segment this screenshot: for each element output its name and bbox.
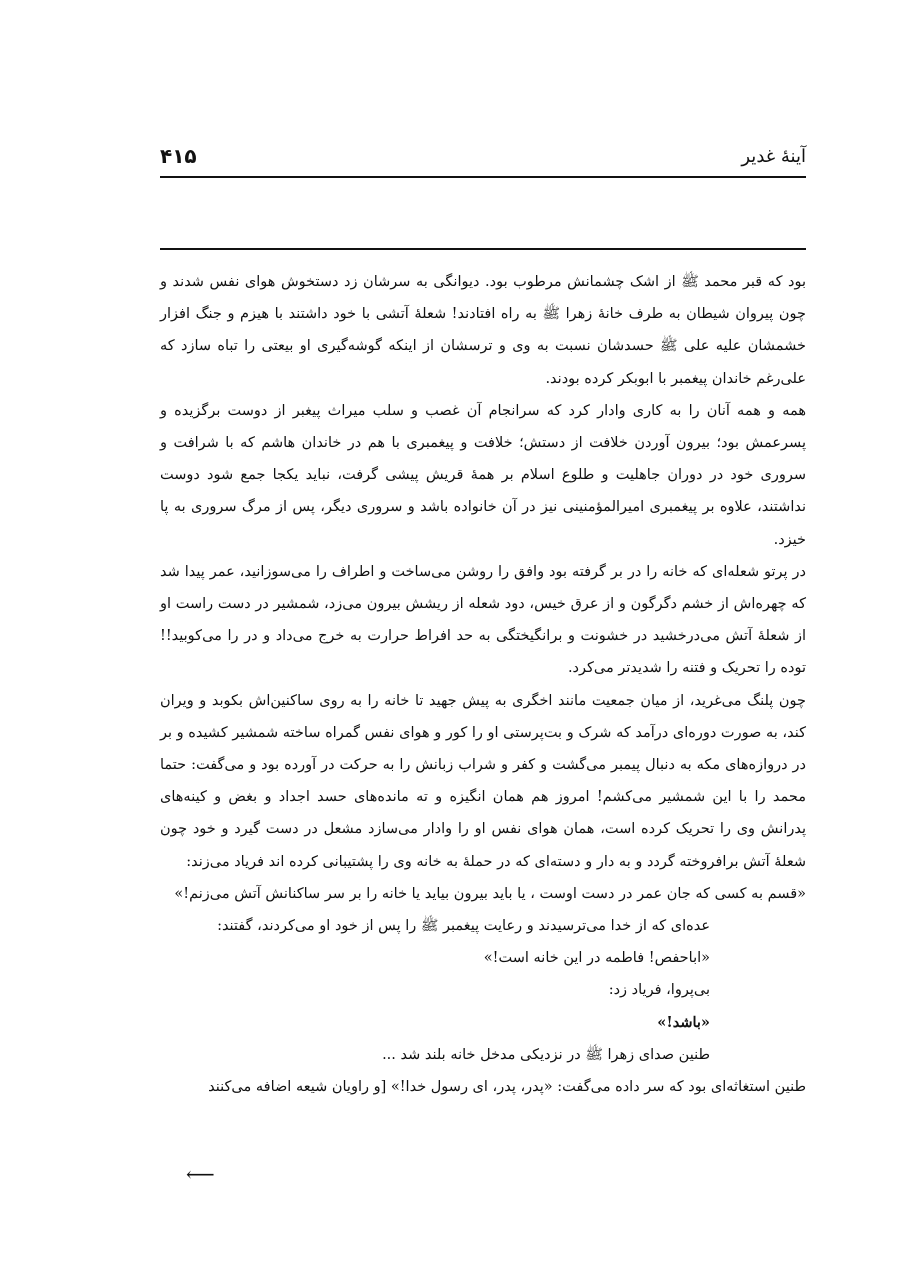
indented-line: «اباحفص! فاطمه در این خانه است!» <box>483 950 710 967</box>
book-title: آینهٔ غدیر <box>741 146 806 167</box>
indented-line-bold: «باشد!» <box>657 1013 710 1031</box>
last-line: طنین استغاثه‌ای بود که سر داده می‌گفت: «پدر، پدر، ای رسول خدا!» [و راویان شیعه اضافه می‌کنند <box>208 1079 806 1096</box>
body-text <box>160 266 806 1103</box>
indented-line: عده‌ای که از خدا می‌ترسیدند و رعایت پیغمبر ﷺ را پس از خود او می‌کردند، گفتند: <box>217 918 710 935</box>
running-header <box>160 146 806 178</box>
paragraph: در پرتو شعله‌ای که خانه را در بر گرفته بود وافق را روشن می‌ساخت و اطراف را می‌سوزانید، عمر پیدا شد که چهره‌اش از خشم دگرگون و از عرق خیس، دود شعله از ریشش بیرون می‌زد، شمشیر در دست راست او از شعلهٔ آتش می‌درخشید در خشونت و برانگیختگی به حد افراط حرارت به خرج می‌داد و در را می‌کوبید!! توده را تحریک و فتنه را شدیدتر می‌کرد. <box>160 563 806 677</box>
indented-line: طنین صدای زهرا ﷺ در نزدیکی مدخل خانه بلند شد ... <box>382 1046 710 1063</box>
paragraph: بود که قبر محمد ﷺ از اشک چشمانش مرطوب بود. دیوانگی به سرشان زد دستخوش هوای نفس شدند و چون پیروان شیطان به طرف خانهٔ زهرا ﷺ به راه افتادند! شعلهٔ آتشی با خود داشتند با هیزم و جنگ افزار خشمشان علیه علی ﷺ حسدشان نسبت به وی و ترسشان از اینکه گوشه‌گیری او بیعتی را تباه سازد که علی‌رغم خاندان پیغمبر با ابوبکر کرده بودند. <box>160 274 806 387</box>
page-number: ۴۱۵ <box>160 144 197 168</box>
continuation-arrow-icon: ⟵ <box>186 1162 215 1186</box>
paragraph: همه و همه آنان را به کاری وادار کرد که سرانجام آن غصب و سلب میراث پیغبر از دوست برگزیده و پسرعمش بود؛ بیرون آوردن خلافت از دستش؛ خلافت و پیغمبری با هم در خاندان هاشم که با شرافت و سروری خود در دوران جاهلیت و طلوع اسلام بر همهٔ قریش پیشی گرفت، نباید یکجا جمع شود دوست نداشتند، علاوه بر پیغمبری امیرالمؤمنینی نیز در آن خانواده باشد و سروری دیگر، پس از مرگ سروری به پا خیزد. <box>160 402 806 548</box>
paragraph: چون پلنگ می‌غرید، از میان جمعیت مانند اخگری به پیش جهید تا خانه را به روی ساکنین‌اش بکوبد و ویران کند، به صورت دوره‌ای درآمد که شرک و بت‌پرستی او را کور و هوای نفس گمراه ساخته شمشیر کشیده و بر در دروازه‌های مکه به دنبال پیمبر می‌گشت و کفر و شراب زبانش را به حرکت در آورده بود و می‌گفت: حتما محمد را با این شمشیر می‌کشم! امروز هم همان انگیزه و ته مانده‌های حسد اجداد و بغض و کینه‌های پدرانش وی را تحریک کرده است، همان هوای نفس او را وادار می‌سازد مشعل در دست گیرد و خود چون شعلهٔ آتش برافروخته گردد و به دار و دسته‌ای که در حملهٔ به خانه وی را پشتیبانی کرده اند فریاد می‌زند: <box>160 692 806 870</box>
header-rule <box>160 248 806 250</box>
indented-line: بی‌پروا، فریاد زد: <box>608 982 710 999</box>
quote-paragraph: «قسم به کسی که جان عمر در دست اوست ، یا باید بیرون بیاید یا خانه را بر سر ساکنانش آتش می‌زنم!» <box>174 885 806 902</box>
